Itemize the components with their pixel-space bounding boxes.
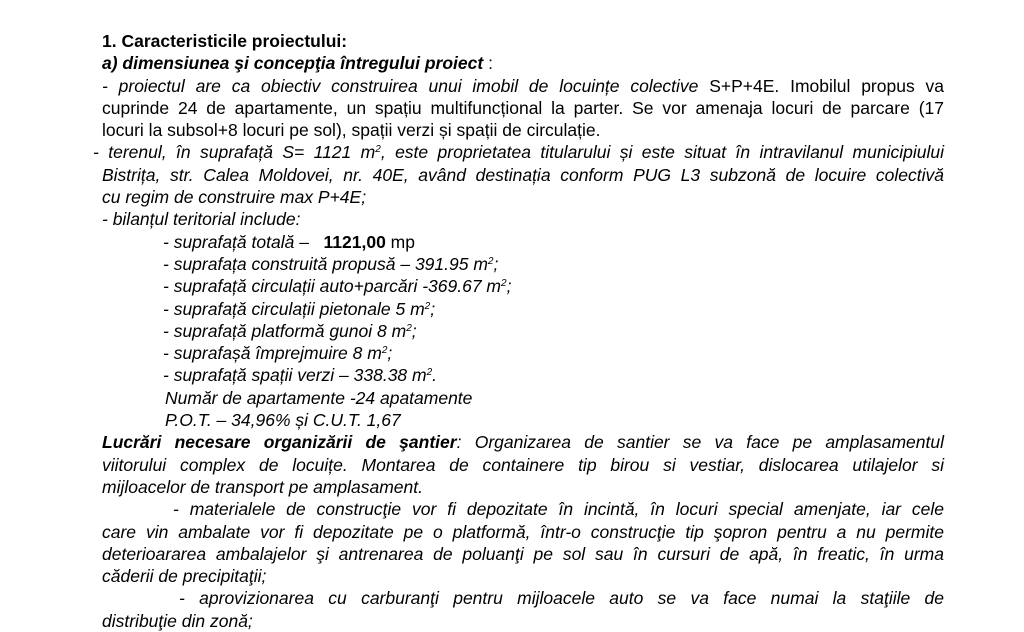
lucrari-line-1	[102, 431, 944, 453]
bilant-item	[163, 320, 944, 342]
subheading: a) dimensiunea şi concepţia întregului proiect	[102, 53, 484, 74]
pot-cut: P.O.T. – 34,96% și C.U.T. 1,67	[165, 410, 401, 431]
bilant-total-label: - suprafață totală –	[163, 231, 309, 252]
land-line-2: Bistrița, str. Calea Moldovei, nr. 40E, având destinația conform PUG L3 subzonă de locuire colectivă	[102, 164, 944, 185]
bilant-item-sup: 2	[501, 278, 507, 290]
subheading-line	[102, 52, 944, 74]
bilant-item-end: ;	[430, 298, 436, 319]
materiale-line-3: deterioararea ambalajelor şi antrenarea de poluanţi pe sol sau în cursuri de apă, în freatic, în urma	[102, 543, 944, 564]
land-area-text: - terenul, în suprafață S= 1121 m	[93, 142, 376, 163]
aprovizionare-line-2: distribuţie din zonă;	[102, 610, 253, 631]
lucrari-line-3: mijloacelor de transport pe amplasament.	[102, 476, 423, 497]
bilant-item-text: - suprafață circulații auto+parcări -369.67 m	[163, 276, 502, 297]
section-heading: 1. Caracteristicile proiectului:	[102, 31, 348, 51]
bilant-total	[163, 231, 944, 253]
objective-plain: S+P+4E. Imobilul propus va	[698, 75, 945, 96]
subheading-suffix: :	[483, 53, 493, 74]
lucrari-text: : Organizarea de santier se va face pe amplasamentul	[456, 432, 944, 453]
bilant-total-unit: mp	[385, 231, 415, 252]
bilant-item-sup: 2	[487, 255, 494, 267]
project-objective-line-2: cuprinde 24 de apartamente, un spațiu multifuncțional la parter. Se vor amenaja locuri de parcare (17	[102, 97, 944, 118]
bilant-item	[163, 275, 944, 297]
bilant-item	[163, 253, 944, 275]
land-line-3: cu regim de construire max P+4E;	[102, 187, 367, 208]
aprovizionare-line-1: - aprovizionarea cu carburanţi pentru mijloacele auto se va face numai la staţiile de	[179, 588, 944, 609]
bilant-total-value: 1121,00	[323, 231, 386, 252]
bilant-item-end: ;	[411, 320, 417, 341]
bilant-item-text: - suprafața construită propusă – 391.95 m	[163, 253, 488, 274]
bilant-item-text: - suprafață platformă gunoi 8 m	[163, 320, 407, 341]
lucrari-label: Lucrări necesare organizării de şantier	[102, 432, 457, 453]
bilant-item-sup: 2	[424, 300, 431, 312]
project-objective-line-3: locuri la subsol+8 locuri pe sol), spații verzi și spații de circulație.	[102, 120, 601, 141]
bilant-item	[163, 342, 944, 364]
bilant-item-end: ;	[387, 343, 393, 364]
bilant-item-end: ;	[493, 253, 499, 274]
bilant-item-text: - suprafață circulații pietonale 5 m	[163, 298, 425, 319]
materiale-line-2: care vin ambalate vor fi depozitate pe o platformă, într-o construcţie tip şopron pentru a nu permite	[102, 521, 944, 542]
land-owner-text: , este proprietatea titularului și este situat în intravilanul municipiului	[380, 142, 944, 163]
land-area-sup: 2	[375, 144, 381, 156]
bilant-item-text: - suprafață spații verzi – 338.38 m	[163, 365, 427, 386]
bilant-item-end: .	[432, 365, 438, 386]
bilant-item-sup: 2	[406, 322, 412, 334]
document-page	[93, 30, 945, 632]
materiale-line-1: - materialele de construcţie vor fi depozitate în incintă, în locuri special amenjate, iar cele	[173, 499, 944, 520]
bilant-item	[163, 364, 944, 386]
materiale-line-4: căderii de precipitaţii;	[102, 566, 267, 587]
apartments-count: Număr de apartamente -24 apatamente	[165, 387, 473, 408]
project-objective-line-1	[102, 75, 944, 97]
objective-italic: - proiectul are ca obiectiv construirea unui imobil de locuințe colective	[102, 75, 699, 96]
bilant-item-sup: 2	[426, 367, 433, 379]
bilant-item	[163, 298, 944, 320]
bilant-item-sup: 2	[381, 345, 388, 357]
bilant-item-text: - suprafașă împrejmuire 8 m	[163, 343, 382, 364]
lucrari-line-2: viitorului complex de locuițe. Montarea de containere tip birou si vestiar, dislocarea utilajelor si	[102, 454, 944, 475]
bilant-item-end: ;	[506, 276, 512, 297]
land-line-1	[93, 141, 944, 163]
bilant-intro: - bilanțul teritorial include:	[102, 209, 301, 230]
